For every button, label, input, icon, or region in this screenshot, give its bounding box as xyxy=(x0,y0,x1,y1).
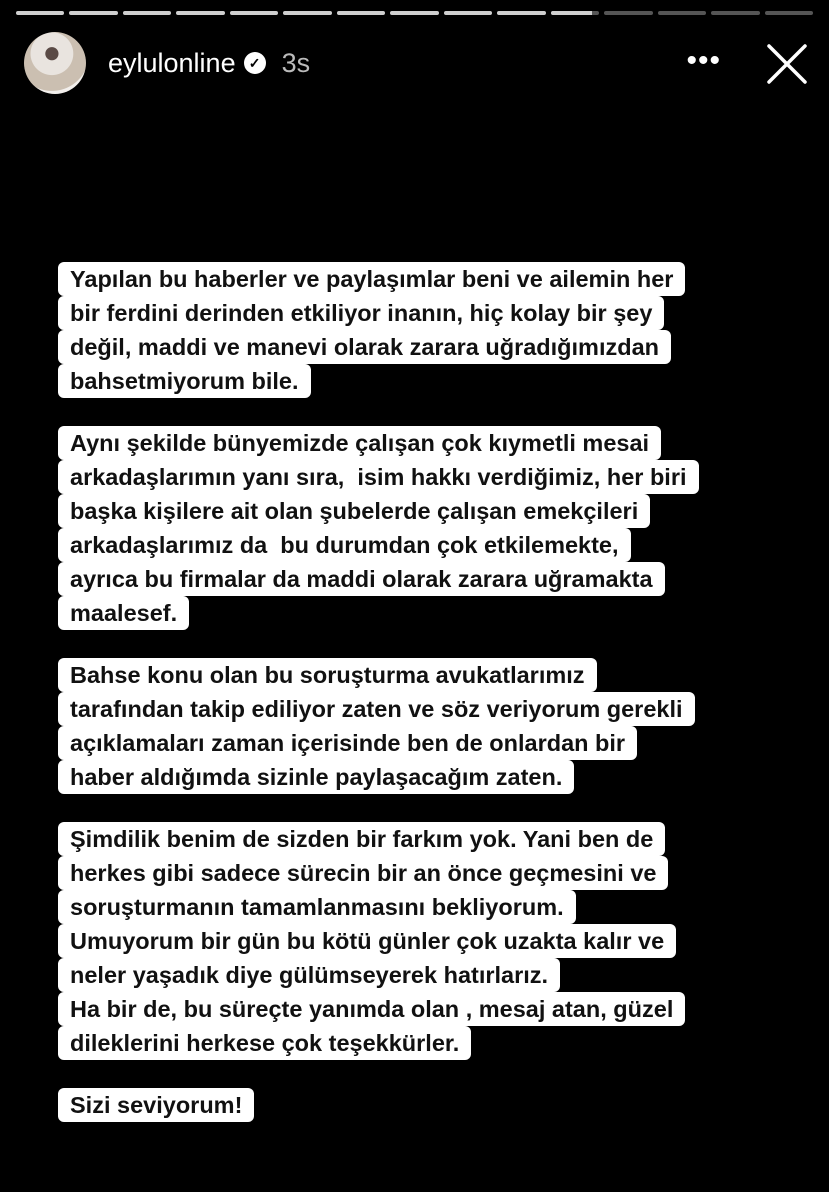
progress-segment xyxy=(337,11,385,15)
progress-segment xyxy=(711,11,759,15)
story-text-line: soruşturmanın tamamlanmasını bekliyorum. xyxy=(58,890,576,924)
progress-segment-fill xyxy=(230,11,278,15)
story-text-line: değil, maddi ve manevi olarak zarara uğradığımızdan xyxy=(58,330,671,364)
progress-segment xyxy=(497,11,545,15)
story-text-line: Yapılan bu haberler ve paylaşımlar beni ve ailemin her xyxy=(58,262,685,296)
story-text-line: bir ferdini derinden etkiliyor inanın, hiç kolay bir şey xyxy=(58,296,664,330)
close-icon[interactable] xyxy=(765,42,809,86)
story-text-line: Bahse konu olan bu soruşturma avukatlarımız xyxy=(58,658,597,692)
story-text-line: maalesef. xyxy=(58,596,189,630)
story-header xyxy=(24,32,809,94)
story-text-line: Ha bir de, bu süreçte yanımda olan , mesaj atan, güzel xyxy=(58,992,685,1026)
story-text-line: Umuyorum bir gün bu kötü günler çok uzakta kalır ve xyxy=(58,924,676,958)
story-paragraph xyxy=(58,262,699,398)
story-text-line: neler yaşadık diye gülümseyerek hatırlarız. xyxy=(58,958,560,992)
story-paragraph xyxy=(58,822,699,1060)
progress-segment xyxy=(765,11,813,15)
story-text-line: arkadaşlarımız da bu durumdan çok etkilemekte, xyxy=(58,528,631,562)
progress-segment-fill xyxy=(176,11,224,15)
story-text-line: başka kişilere ait olan şubelerde çalışan emekçileri xyxy=(58,494,650,528)
progress-segment xyxy=(176,11,224,15)
progress-segment xyxy=(658,11,706,15)
story-text-line: ayrıca bu firmalar da maddi olarak zarara uğramakta xyxy=(58,562,665,596)
progress-segment-fill xyxy=(390,11,438,15)
story-text-line: dileklerini herkese çok teşekkürler. xyxy=(58,1026,471,1060)
progress-segment xyxy=(604,11,652,15)
story-text-line: Şimdilik benim de sizden bir farkım yok. Yani ben de xyxy=(58,822,665,856)
more-options-button[interactable]: ••• xyxy=(686,44,721,77)
progress-segment-fill xyxy=(337,11,385,15)
verified-badge-icon: ✓ xyxy=(244,52,266,74)
story-text-content xyxy=(58,262,699,1150)
username[interactable]: eylulonline xyxy=(108,47,236,78)
progress-segment xyxy=(551,11,599,15)
story-text-line: açıklamaları zaman içerisinde ben de onlardan bir xyxy=(58,726,637,760)
story-paragraph xyxy=(58,658,699,794)
progress-segment xyxy=(230,11,278,15)
story-text-line: arkadaşlarımın yanı sıra, isim hakkı verdiğimiz, her biri xyxy=(58,460,699,494)
progress-segment-fill xyxy=(123,11,171,15)
progress-segment xyxy=(283,11,331,15)
progress-segment xyxy=(123,11,171,15)
progress-segment-fill xyxy=(16,11,64,15)
story-text-line: tarafından takip ediliyor zaten ve söz veriyorum gerekli xyxy=(58,692,695,726)
story-text-line: herkes gibi sadece sürecin bir an önce geçmesini ve xyxy=(58,856,668,890)
progress-segment xyxy=(16,11,64,15)
story-text-line: bahsetmiyorum bile. xyxy=(58,364,311,398)
progress-segment-fill xyxy=(69,11,117,15)
story-text-line: Aynı şekilde bünyemizde çalışan çok kıymetli mesai xyxy=(58,426,661,460)
progress-segment-fill xyxy=(497,11,545,15)
story-progress-bar xyxy=(16,11,813,15)
avatar[interactable] xyxy=(24,32,86,94)
story-paragraph xyxy=(58,1088,699,1122)
progress-segment xyxy=(69,11,117,15)
story-text-line: haber aldığımda sizinle paylaşacağım zaten. xyxy=(58,760,574,794)
progress-segment-fill xyxy=(283,11,331,15)
progress-segment xyxy=(390,11,438,15)
progress-segment-fill xyxy=(551,11,592,15)
story-paragraph xyxy=(58,426,699,630)
story-text-line: Sizi seviyorum! xyxy=(58,1088,254,1122)
progress-segment-fill xyxy=(444,11,492,15)
post-time: 3s xyxy=(281,47,311,78)
progress-segment xyxy=(444,11,492,15)
